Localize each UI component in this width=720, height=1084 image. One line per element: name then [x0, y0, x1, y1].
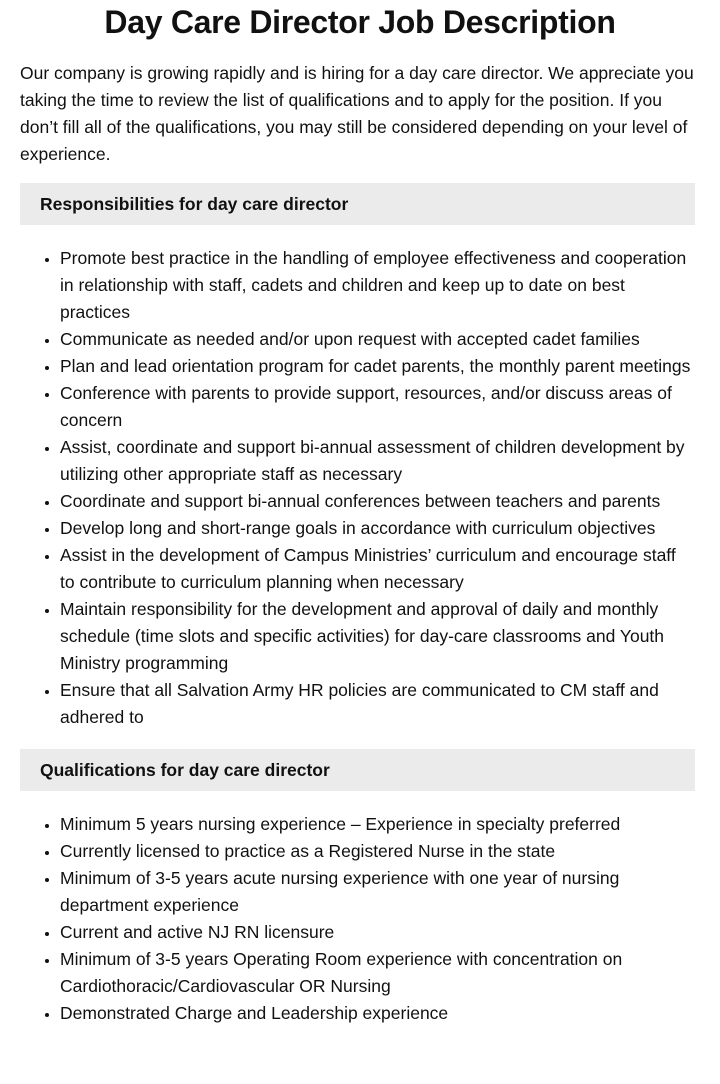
qualifications-heading: Qualifications for day care director — [20, 749, 695, 791]
qualifications-list — [20, 811, 695, 1027]
list-item: • Ensure that all Salvation Army HR policies are communicated to CM staff and adhered to — [60, 677, 695, 731]
list-item: • Assist in the development of Campus Ministries’ curriculum and encourage staff to contribute to curriculum planning when necessary — [60, 542, 695, 596]
list-item: • Promote best practice in the handling of employee effectiveness and cooperation in relationship with staff, cadets and children and keep up to date on best practices — [60, 245, 695, 326]
list-item: • Develop long and short-range goals in accordance with curriculum objectives — [60, 515, 695, 542]
list-item: • Communicate as needed and/or upon request with accepted cadet families — [60, 326, 695, 353]
list-item: • Minimum of 3-5 years acute nursing experience with one year of nursing department experience — [60, 865, 695, 919]
intro-paragraph: Our company is growing rapidly and is hiring for a day care director. We appreciate you taking the time to review the list of qualifications and to apply for the position. If you don’t fill all of the qualifications, you may still be considered depending on your level of experience. — [20, 63, 694, 164]
list-item: • Conference with parents to provide support, resources, and/or discuss areas of concern — [60, 380, 695, 434]
list-item: • Currently licensed to practice as a Registered Nurse in the state — [60, 838, 695, 865]
list-item: • Coordinate and support bi-annual conferences between teachers and parents — [60, 488, 695, 515]
list-item: • Maintain responsibility for the development and approval of daily and monthly schedule (time slots and specific activities) for day-care classrooms and Youth Ministry programming — [60, 596, 695, 677]
list-item: • Current and active NJ RN licensure — [60, 919, 695, 946]
list-item: • Minimum of 3-5 years Operating Room experience with concentration on Cardiothoracic/Cardiovascular OR Nursing — [60, 946, 695, 1000]
responsibilities-list — [20, 245, 695, 731]
page-title: Day Care Director Job Description — [104, 4, 616, 40]
list-item: • Demonstrated Charge and Leadership experience — [60, 1000, 695, 1027]
list-item: • Minimum 5 years nursing experience – Experience in specialty preferred — [60, 811, 695, 838]
list-item: • Plan and lead orientation program for cadet parents, the monthly parent meetings — [60, 353, 695, 380]
responsibilities-heading: Responsibilities for day care director — [20, 183, 695, 225]
list-item: • Assist, coordinate and support bi-annual assessment of children development by utilizing other appropriate staff as necessary — [60, 434, 695, 488]
